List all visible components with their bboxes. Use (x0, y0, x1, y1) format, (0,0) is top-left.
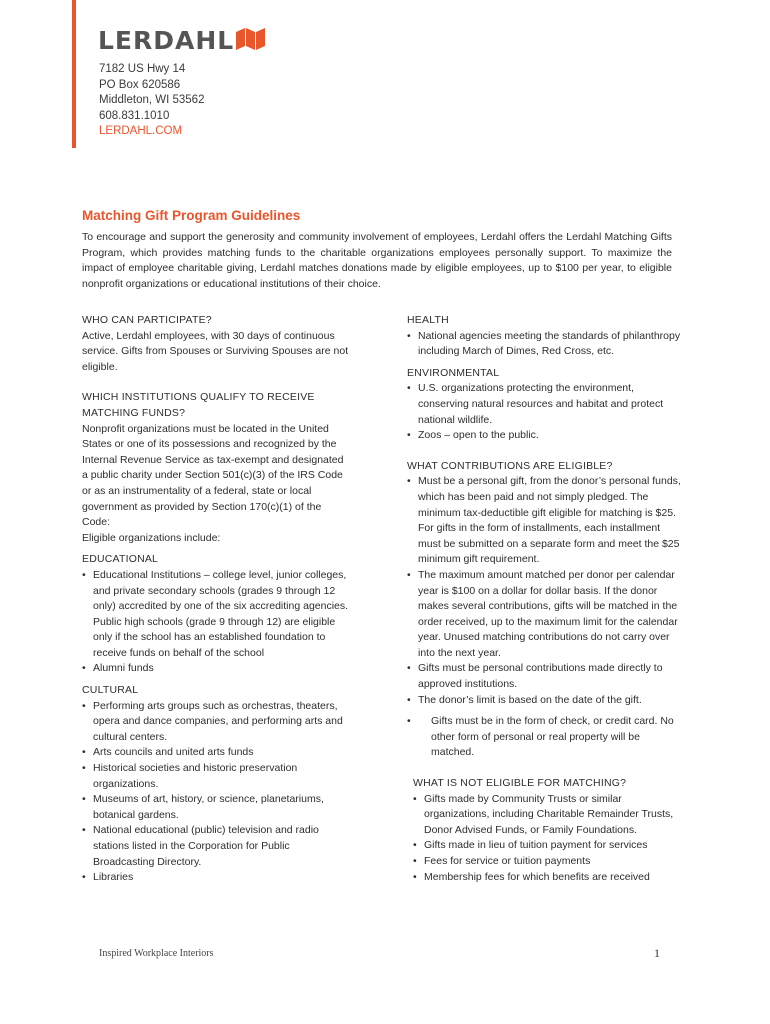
eligible-label: Eligible organizations include: (82, 531, 221, 544)
list-item: • Gifts must be in the form of check, or credit card. No other form of personal or real property will be matched. (407, 714, 685, 761)
list-item: • Performing arts groups such as orchestras, theaters, opera and dance companies, and performing arts and cultural centers. (82, 699, 352, 746)
footer-tagline: Inspired Workplace Interiors (99, 948, 214, 959)
page-number: 1 (654, 946, 660, 960)
list-item: • Fees for service or tuition payments (413, 854, 685, 870)
not-eligible-heading: WHAT IS NOT ELIGIBLE FOR MATCHING? (413, 777, 627, 790)
contributions-extra-list (407, 714, 685, 761)
list-item: • Gifts must be personal contributions made directly to approved institutions. (407, 661, 685, 692)
left-column (82, 313, 352, 886)
list-item: • Educational Institutions – college level, junior colleges, and private secondary schools (grades 9 through 12 only) accredited by one of the six accrediting agencies. Public high schools (grade 9 through 12) are eligible only if the school has an established foundation to receive funds on behalf of the school (82, 568, 352, 662)
environmental-list (407, 381, 685, 443)
contributions-list (407, 474, 685, 708)
list-item: • The maximum amount matched per donor per calendar year is $100 on a dollar for dollar basis. If the donor makes several contributions, gifts will be matched in the order received, up to the maximum limit for the calendar year. Unused matching contributions do not carry over into the next year. (407, 568, 685, 662)
intro-paragraph: To encourage and support the generosity and community involvement of employees, Lerdahl offers the Lerdahl Matching Gifts Program, which provides matching funds to the charitable organizations employees personally support. To maximize the impact of employee charitable giving, Lerdahl matches donations made by eligible employees, up to $100 per year, to eligible nonprofit organizations or educational institutions of their choice. (82, 231, 672, 290)
environmental-heading: ENVIRONMENTAL (407, 366, 500, 379)
list-item: • The donor’s limit is based on the date of the gift. (407, 693, 685, 709)
health-list (407, 329, 685, 360)
cultural-list (82, 699, 352, 886)
list-item: • Gifts made by Community Trusts or similar organizations, including Charitable Remainder Trusts, Donor Advised Funds, or Family Foundations. (413, 792, 685, 839)
address-line: PO Box 620586 (99, 78, 181, 91)
list-item: • Historical societies and historic preservation organizations. (82, 761, 352, 792)
list-item: • Membership fees for which benefits are received (413, 870, 685, 886)
company-logo (98, 26, 266, 56)
list-item: • Libraries (82, 870, 352, 886)
not-eligible-list (413, 792, 685, 886)
accent-bar (72, 0, 76, 148)
who-heading: WHO CAN PARTICIPATE? (82, 314, 212, 326)
logo-mark-icon (236, 28, 266, 50)
company-address (99, 62, 204, 140)
address-line: 7182 US Hwy 14 (99, 63, 186, 75)
list-item: • Zoos – open to the public. (407, 428, 685, 444)
list-item: • Arts councils and united arts funds (82, 745, 352, 761)
cultural-heading: CULTURAL (82, 684, 139, 697)
list-item: • National educational (public) television and radio stations listed in the Corporation for Public Broadcasting Directory. (82, 823, 352, 870)
list-item: • U.S. organizations protecting the environment, conserving natural resources and habitat and protect national wildlife. (407, 381, 685, 428)
educational-heading: EDUCATIONAL (82, 553, 159, 566)
website-link[interactable]: LERDAHL.COM (99, 125, 183, 137)
page-title: Matching Gift Program Guidelines (82, 208, 301, 223)
logo-wordmark: LERDAHL (98, 26, 235, 55)
which-heading: WHICH INSTITUTIONS QUALIFY TO RECEIVE MATCHING FUNDS? (82, 391, 315, 419)
health-heading: HEALTH (407, 314, 449, 326)
list-item: • Gifts made in lieu of tuition payment for services (413, 838, 685, 854)
who-text: Active, Lerdahl employees, with 30 days of continuous service. Gifts from Spouses or Surviving Spouses are not eligible. (82, 329, 349, 373)
list-item: • National agencies meeting the standards of philanthropy including March of Dimes, Red Cross, etc. (407, 329, 685, 360)
contributions-heading: WHAT CONTRIBUTIONS ARE ELIGIBLE? (407, 459, 613, 472)
address-line: Middleton, WI 53562 (99, 94, 205, 106)
educational-list (82, 568, 352, 677)
right-column (407, 313, 685, 885)
list-item: • Alumni funds (82, 661, 352, 677)
which-text: Nonprofit organizations must be located in the United States or one of its possessions and recognized by the Internal Revenue Service as tax-exempt and designated a public charity under Section 501(c)(3) of the IRS Code or as an instrumentality of a federal, state or local government as provided by Section 170(c)(1) of the Code: (82, 422, 344, 529)
list-item: • Must be a personal gift, from the donor’s personal funds, which has been paid and not simply pledged. The minimum tax-deductible gift eligible for matching is $25. For gifts in the form of installments, each installment must be submitted on a separate form and meet the $25 minimum gift requirement. (407, 474, 685, 568)
phone-number: 608.831.1010 (99, 109, 170, 122)
list-item: • Museums of art, history, or science, planetariums, botanical gardens. (82, 792, 352, 823)
